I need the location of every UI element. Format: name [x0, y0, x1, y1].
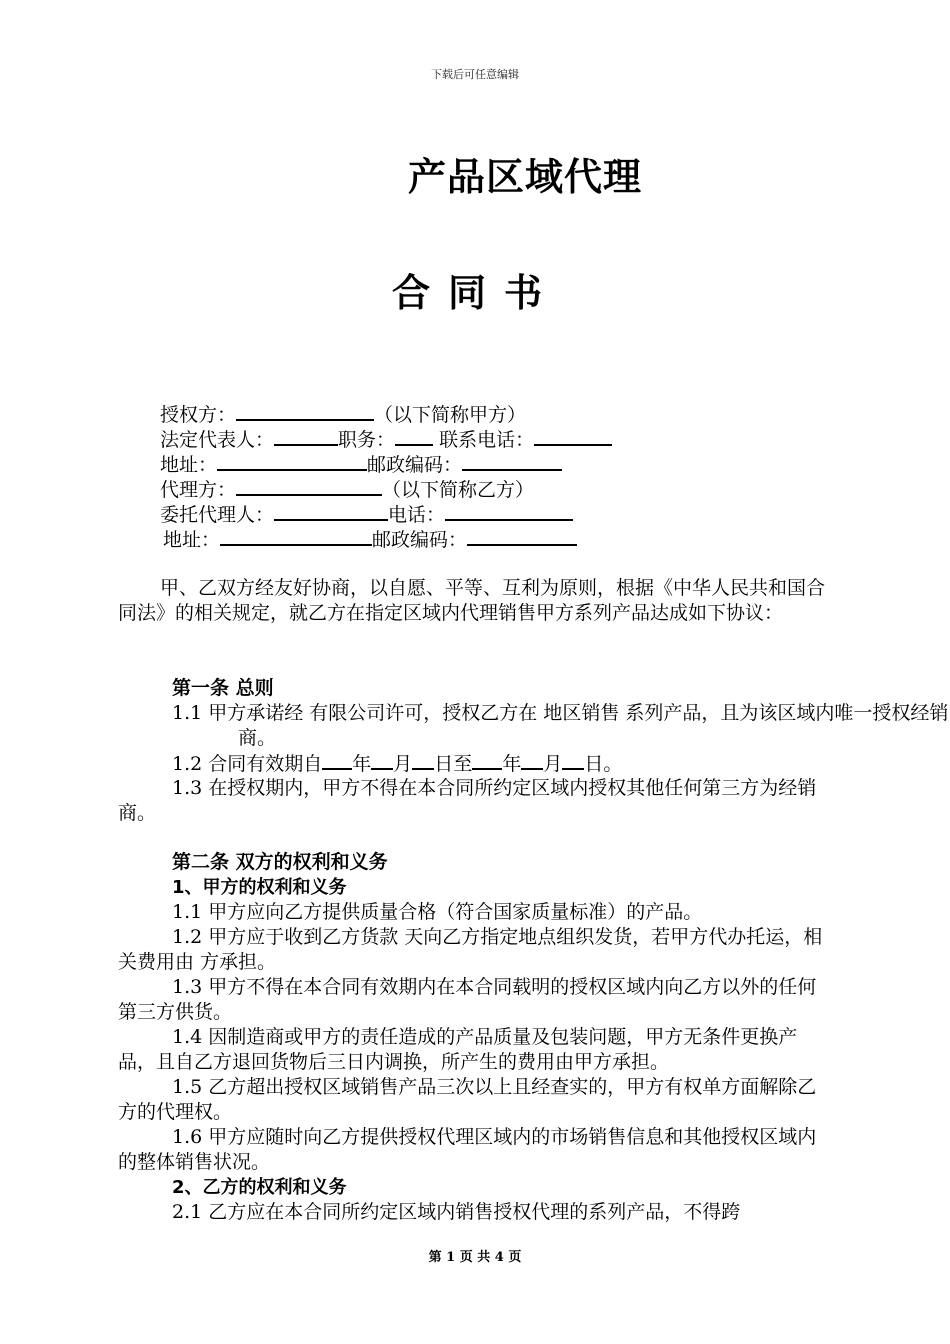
address-line-1 — [160, 452, 562, 478]
blank — [217, 452, 367, 471]
article-1-heading: 第一条 总则 — [172, 677, 274, 699]
postcode-label: 邮政编码： — [367, 454, 463, 476]
address-line-2 — [163, 527, 577, 553]
blank — [462, 452, 562, 471]
tel-label: 电话： — [388, 504, 446, 526]
legal-rep-line — [160, 427, 612, 453]
clause-2-1-1: 1.1 甲方应向乙方提供质量合格（符合国家质量标准）的产品。 — [172, 901, 703, 923]
postcode-label: 邮政编码： — [372, 529, 468, 551]
blank — [371, 751, 393, 770]
article-2-heading: 第二条 双方的权利和义务 — [172, 851, 388, 873]
entrusted-label: 委托代理人： — [160, 504, 275, 526]
blank — [562, 751, 584, 770]
grantor-label: 授权方： — [160, 404, 237, 426]
entrusted-line — [160, 502, 573, 528]
intro-paragraph: 甲、乙双方经友好协商，以自愿、平等、互利为原则，根据《中华人民共和国合同法》的相关规定，就乙方在指定区域内代理销售甲方系列产品达成如下协议： — [118, 577, 826, 624]
day-end-label: 日。 — [584, 753, 623, 775]
blank — [395, 427, 433, 446]
blank — [274, 502, 388, 521]
month-label: 月 — [543, 753, 563, 775]
position-label: 职务： — [338, 429, 396, 451]
address-label: 地址： — [163, 529, 221, 551]
blank — [445, 502, 573, 521]
month-label: 月 — [393, 753, 413, 775]
year-label: 年 — [352, 753, 372, 775]
blank — [220, 527, 372, 546]
phone-label: 联系电话： — [439, 429, 535, 451]
agent-label: 代理方： — [160, 479, 237, 501]
blank — [322, 751, 352, 770]
year-label: 年 — [502, 753, 522, 775]
clause-2-2-1: 2.1 乙方应在本合同所约定区域内销售授权代理的系列产品，不得跨 — [172, 1201, 741, 1223]
blank — [236, 402, 374, 421]
title-line-1: 产品区域代理 — [408, 155, 643, 199]
address-label: 地址： — [160, 454, 218, 476]
clause-1-2 — [118, 751, 884, 777]
clause-2-1-5: 1.5 乙方超出授权区域销售产品三次以上且经查实的，甲方有权单方面解除乙方的代理权。 — [118, 1076, 817, 1123]
blank — [534, 427, 612, 446]
blank — [274, 427, 338, 446]
clause-2-1-4: 1.4 因制造商或甲方的责任造成的产品质量及包装问题，甲方无条件更换产品，且自乙方退回货物后三日内调换，所产生的费用由甲方承担。 — [118, 1026, 798, 1073]
grantor-suffix: （以下简称甲方） — [374, 404, 527, 426]
clause-2-1-2: 1.2 甲方应于收到乙方货款 天向乙方指定地点组织发货，若甲方代办托运，相关费用由 方承担。 — [118, 926, 823, 973]
clause-1-3: 1.3 在授权期内，甲方不得在本合同所约定区域内授权其他任何第三方为经销商。 — [118, 777, 817, 824]
clause-2-1-6: 1.6 甲方应随时向乙方提供授权代理区域内的市场销售信息和其他授权区域内的整体销售状况。 — [118, 1126, 817, 1173]
legal-rep-label: 法定代表人： — [160, 429, 275, 451]
agent-line — [160, 477, 534, 503]
subsection-1-heading: 1、甲方的权利和义务 — [172, 877, 347, 898]
blank — [467, 527, 577, 546]
blank — [521, 751, 543, 770]
agent-suffix: （以下简称乙方） — [382, 479, 535, 501]
blank — [412, 751, 434, 770]
subsection-2-heading: 2、乙方的权利和义务 — [172, 1177, 347, 1198]
header-note: 下载后可任意编辑 — [431, 68, 519, 81]
clause-1-2-text: 1.2 合同有效期自 — [172, 753, 323, 775]
day-to-label: 日至 — [434, 753, 473, 775]
blank — [472, 751, 502, 770]
clause-1-1: 1.1 甲方承诺经 有限公司许可，授权乙方在 地区销售 系列产品，且为该区域内唯一授权经销商。 — [172, 702, 949, 749]
clause-2-1-3: 1.3 甲方不得在本合同有效期内在本合同载明的授权区域内向乙方以外的任何第三方供货。 — [118, 976, 817, 1023]
title-line-2: 合同书 — [392, 271, 561, 315]
grantor-line — [160, 402, 526, 428]
page-footer: 第 1 页 共 4 页 — [428, 1250, 522, 1265]
blank — [236, 477, 382, 496]
